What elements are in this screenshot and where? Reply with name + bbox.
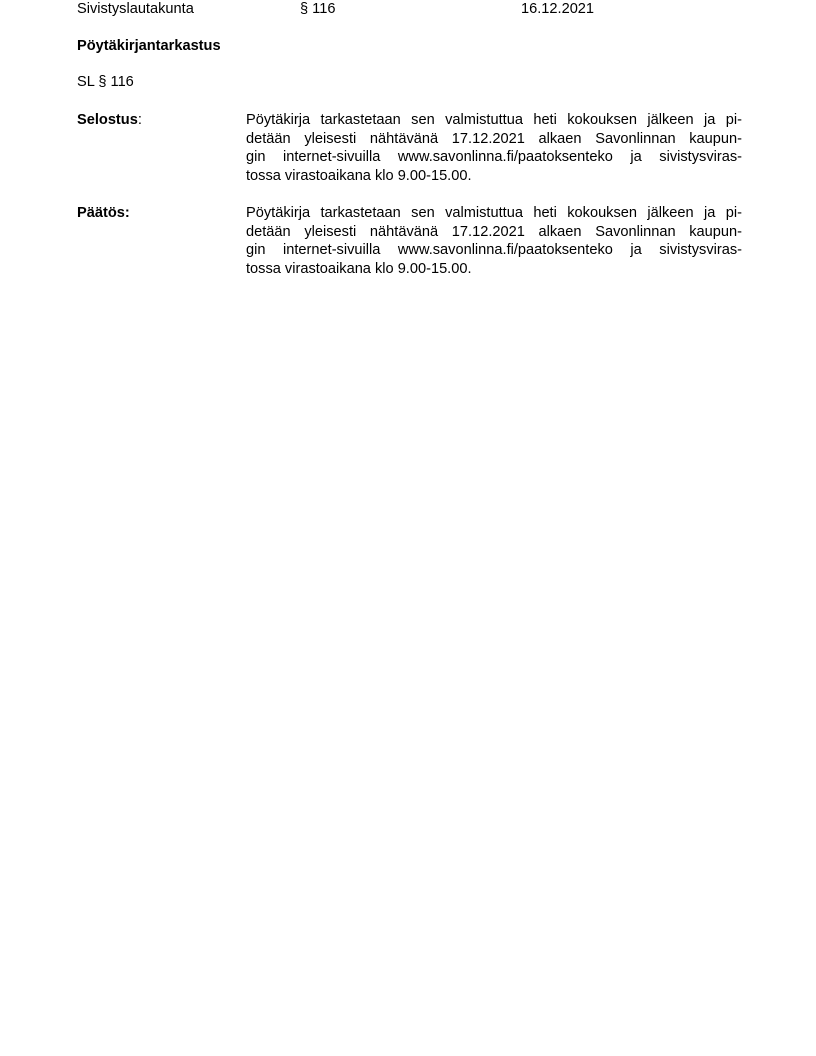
header-organization: Sivistyslautakunta [77, 1, 194, 17]
header-date: 16.12.2021 [521, 1, 595, 17]
paatos-label-text: Päätös: [77, 205, 130, 221]
document-title: Pöytäkirjantarkastus [77, 38, 221, 54]
paatos-label [77, 204, 130, 223]
header-paragraph: § 116 [300, 1, 336, 17]
paatos-line: Pöytäkirja tarkastetaan sen valmistuttua heti kokouksen jälkeen ja pi- [246, 205, 742, 221]
document-header [0, 0, 816, 20]
paatos-line: detään yleisesti nähtävänä 17.12.2021 alkaen Savonlinnan kaupun- [246, 223, 742, 240]
paatos-line: gin internet-sivuilla www.savonlinna.fi/paatoksenteko ja sivistysviras- [246, 242, 742, 259]
selostus-line: tossa virastoaikana klo 9.00-15.00. [246, 167, 472, 184]
selostus-line: Pöytäkirja tarkastetaan sen valmistuttua heti kokouksen jälkeen ja pi- [246, 112, 742, 128]
selostus-label [77, 111, 142, 130]
paatos-line: tossa virastoaikana klo 9.00-15.00. [246, 260, 472, 277]
selostus-line: detään yleisesti nähtävänä 17.12.2021 alkaen Savonlinnan kaupun- [246, 130, 742, 147]
paatos-text [246, 204, 742, 278]
selostus-line: gin internet-sivuilla www.savonlinna.fi/paatoksenteko ja sivistysviras- [246, 149, 742, 166]
selostus-text [246, 111, 742, 185]
selostus-label-text: Selostus [77, 112, 138, 128]
selostus-label-suffix: : [137, 112, 142, 128]
document-reference: SL § 116 [77, 74, 134, 90]
